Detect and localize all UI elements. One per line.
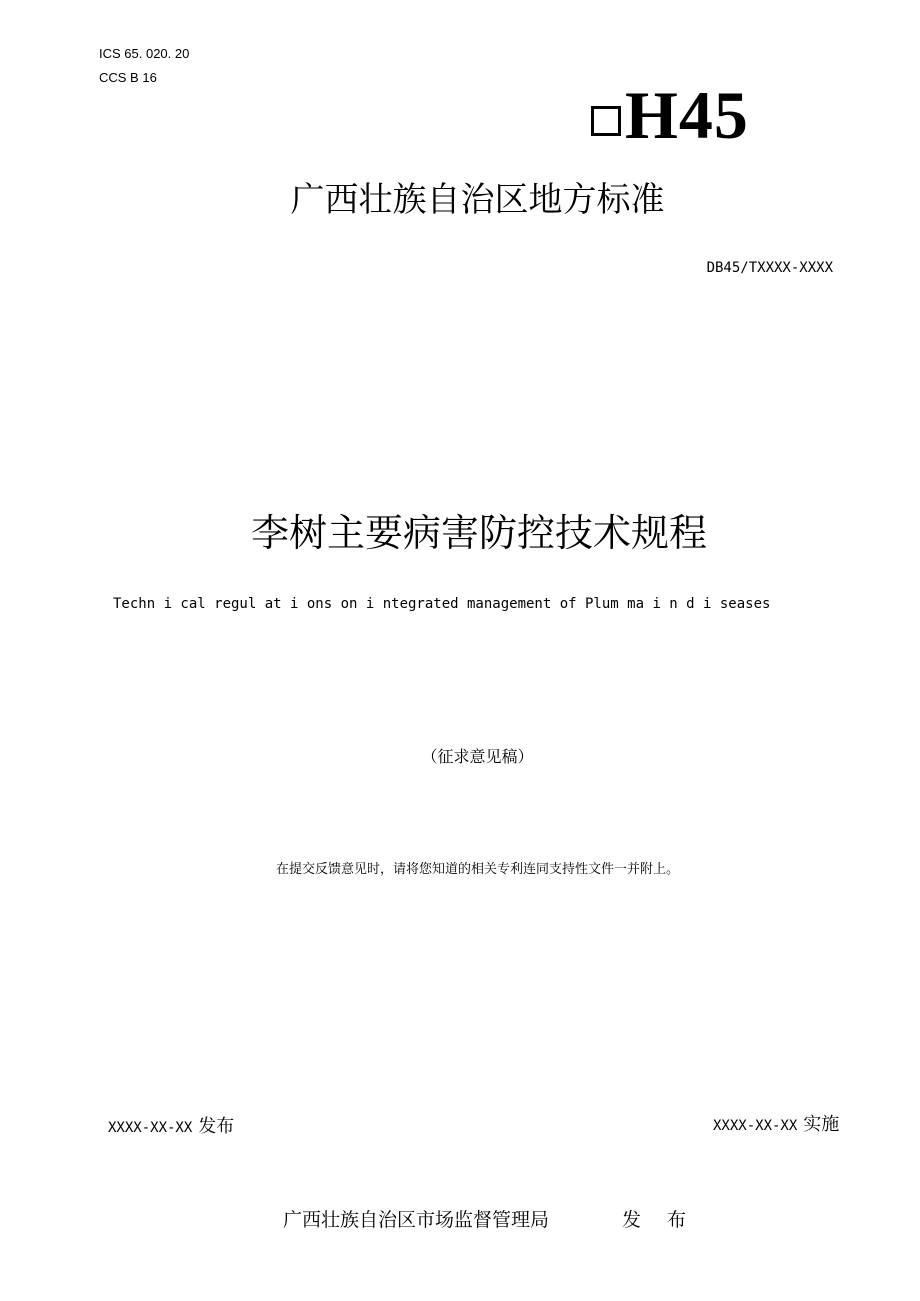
ccs-code: CCS B 16: [99, 70, 157, 85]
implementation-date-line: [713, 1112, 839, 1139]
issue-date-label: 发布: [198, 1116, 235, 1137]
patent-notice: 在提交反馈意见时，请将您知道的相关专利连同支持性文件一并附上。: [275, 862, 679, 877]
issue-date-value: XXXX-XX-XX: [108, 1120, 193, 1136]
issuing-authority: 广西壮族自治区市场监督管理局: [283, 1209, 550, 1231]
standard-logo: [591, 77, 749, 153]
draft-status-note: （征求意见稿）: [421, 747, 534, 766]
standard-type-title: 广西壮族自治区地方标准: [290, 180, 665, 220]
standard-number: DB45/TXXXX-XXXX: [706, 260, 833, 276]
document-title-en: Techn i cal regul at i ons on i ntegrated management of Plum ma i n d i seases: [113, 596, 771, 612]
implementation-date-value: XXXX-XX-XX: [713, 1118, 798, 1134]
implementation-date-label: 实施: [803, 1114, 840, 1135]
ics-code: ICS 65. 020. 20: [99, 46, 190, 61]
logo-box-icon: [591, 106, 621, 136]
document-title-cn: 李树主要病害防控技术规程: [250, 511, 707, 555]
issuing-action: 发 布: [622, 1209, 697, 1231]
logo-text: H45: [625, 77, 749, 153]
issue-date-line: [108, 1114, 234, 1141]
